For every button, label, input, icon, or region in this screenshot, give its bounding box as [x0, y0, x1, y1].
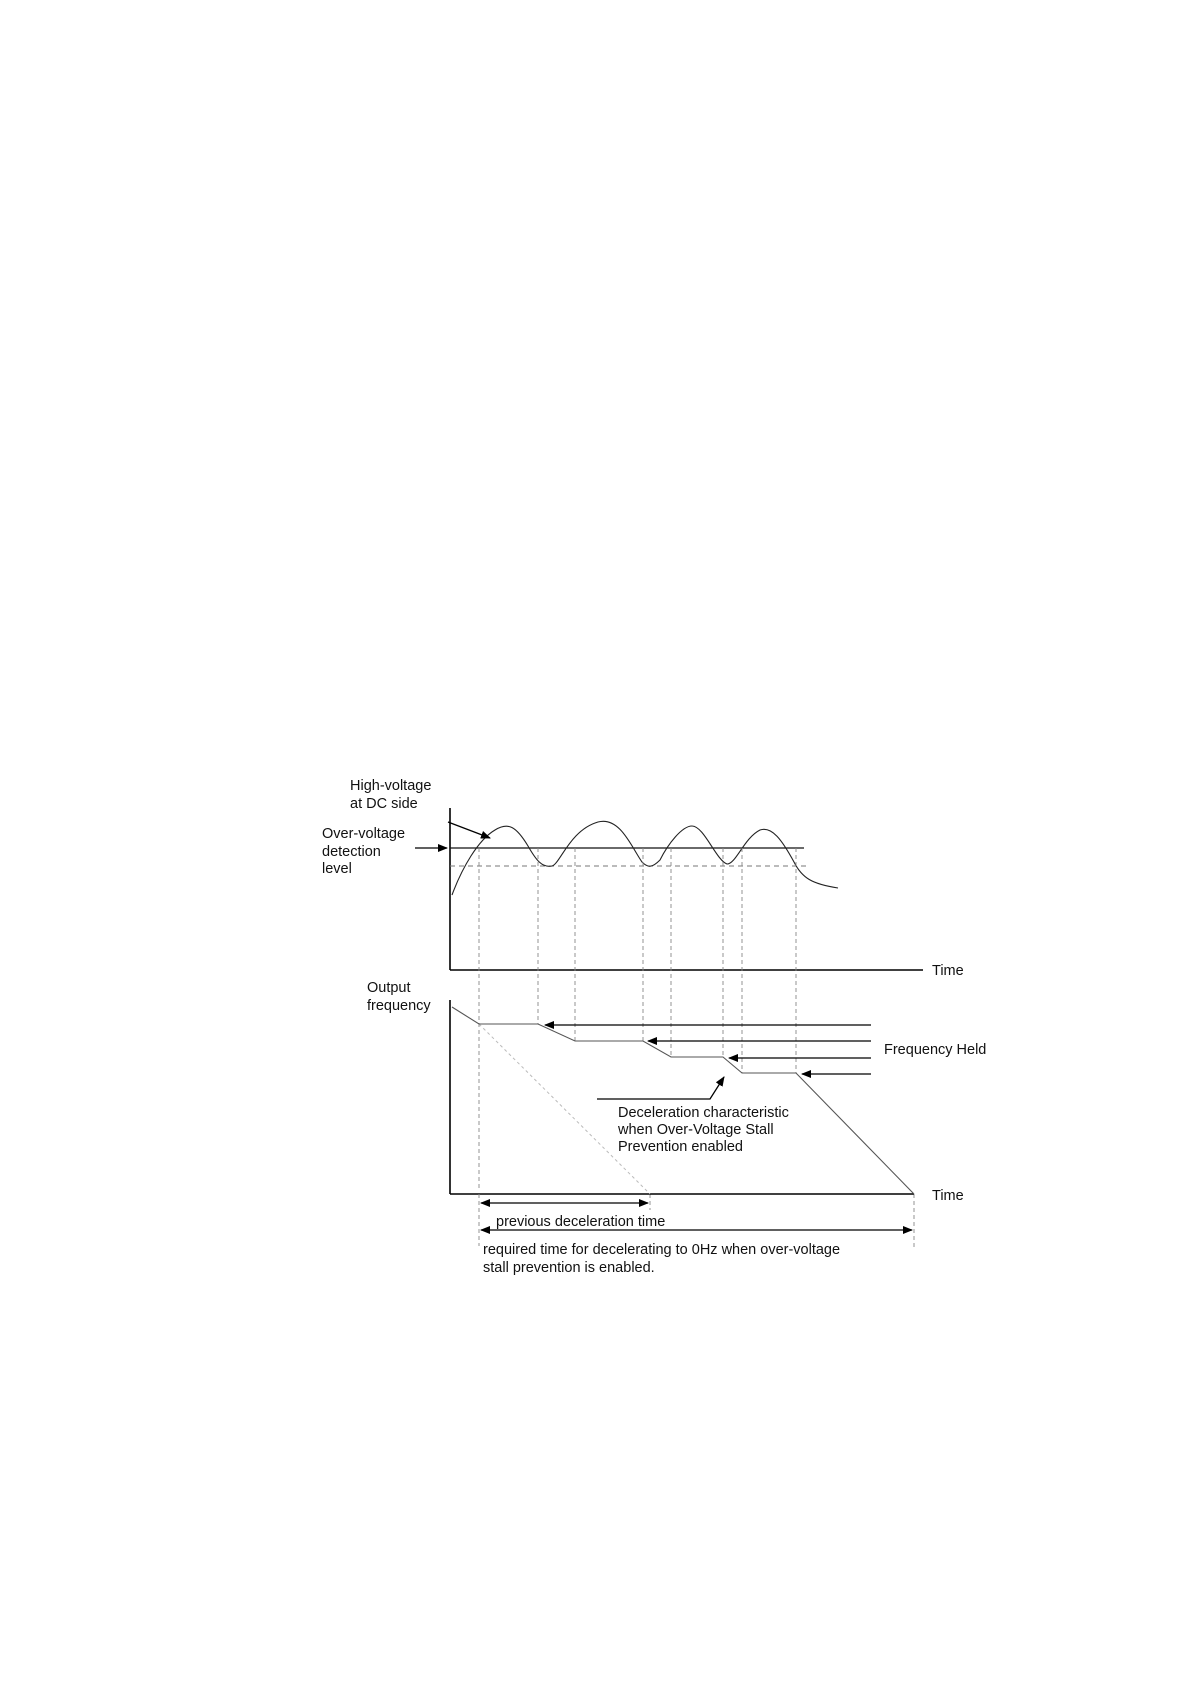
frequency-panel	[450, 1000, 914, 1194]
decel-characteristic-line1: Deceleration characteristic	[618, 1105, 789, 1121]
decel-characteristic-pointer	[597, 1077, 724, 1099]
time-axis-label-top: Time	[932, 963, 964, 979]
frequency-held-label: Frequency Held	[884, 1042, 987, 1058]
over-voltage-label-line3: level	[322, 861, 352, 877]
required-time-label-line1: required time for decelerating to 0Hz when over-voltage	[483, 1242, 841, 1258]
output-frequency-label-line2: frequency	[367, 998, 431, 1014]
required-time-label-line2: stall prevention is enabled.	[483, 1260, 655, 1276]
decel-characteristic-line2: when Over-Voltage Stall	[618, 1122, 774, 1138]
decel-characteristic-line3: Prevention enabled	[618, 1139, 743, 1155]
high-voltage-label-line2: at DC side	[350, 796, 418, 812]
voltage-panel	[450, 808, 923, 970]
over-voltage-label-line1: Over-voltage	[322, 826, 406, 842]
previous-decel-time-label: previous deceleration time	[496, 1214, 666, 1230]
over-voltage-label-line2: detection	[322, 844, 381, 860]
output-frequency-curve	[452, 1007, 914, 1194]
event-guide-lines	[479, 848, 914, 1248]
time-axis-label-bottom: Time	[932, 1188, 964, 1204]
output-frequency-label-line1: Output	[367, 980, 411, 996]
high-voltage-pointer	[448, 822, 490, 838]
frequency-held-arrows	[545, 1025, 871, 1074]
dc-bus-voltage-curve	[452, 821, 838, 895]
high-voltage-label-line1: High-voltage	[350, 778, 432, 794]
